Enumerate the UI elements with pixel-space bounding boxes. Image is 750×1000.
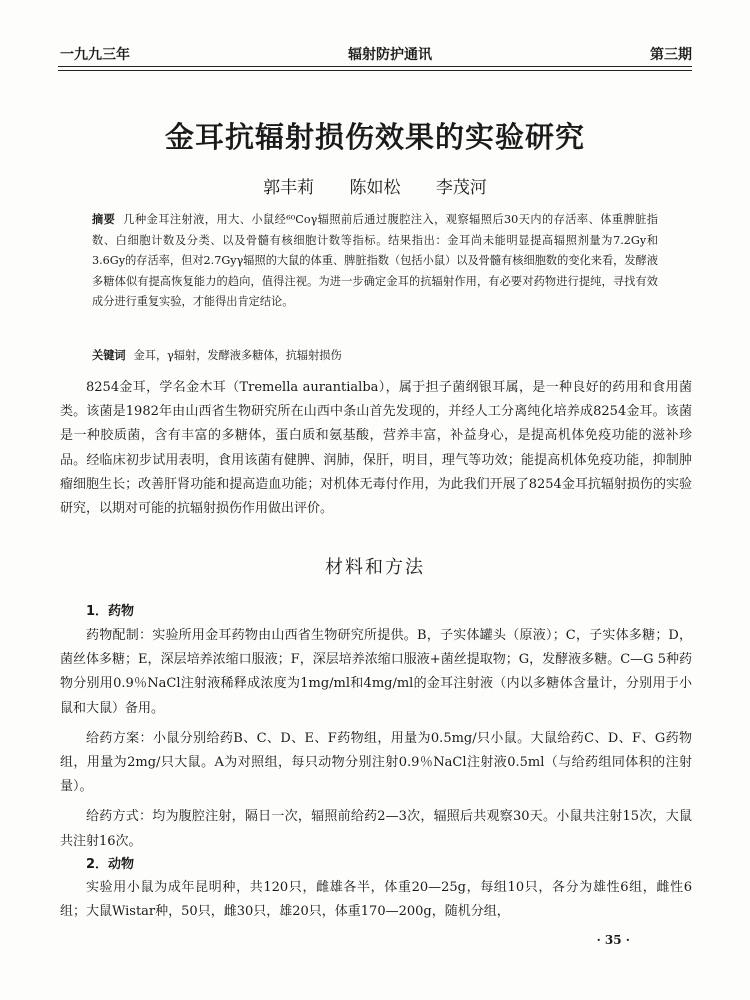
header-rule [58,66,692,67]
subsection-heading-drugs: 1．药物 [86,604,135,619]
intro-paragraph: 8254金耳，学名金木耳（Tremella aurantialba），属于担子菌纲银耳属，是一种良好的药用和食用菌类。该菌是1982年由山西省生物研究所在山西中条山首先发现的，并经人工分离纯化培养成8254金耳。该菌是一种胶质菌，含有丰富的多糖体，蛋白质和氨基酸，营养丰富，补益身心，是提高机体免疫功能的滋补珍品。经临床初步试用表明，食用该菌有健脾、润肺，保肝，明目，理气等功效；能提高机体免疫功能，抑制肿瘤细胞生长；改善肝肾功能和提高造血功能；对机体无毒付作用，为此我们开展了8254金耳抗辐射损伤的实验研究，以期对可能的抗辐射损伤作用做出评价。 [60,380,692,517]
animals-paragraph: 实验用小鼠为成年昆明种，共120只，雌雄各半，体重20—25g，每组10只，各分为雄性6组，雌性6组；大鼠Wistar种，50只，雌30只，雄20只，体重170—200g，随机分组， [60,880,692,920]
keywords-text: 金耳，γ辐射，发酵液多糖体，抗辐射损伤 [133,349,342,362]
header-rule-thin [58,70,692,71]
dosing-plan-paragraph: 给药方案：小鼠分别给药B、C、D、E、F药物组，用量为0.5mg/只小鼠。大鼠给药C、D、F、G药物组，用量为2mg/只大鼠。A为对照组，每只动物分别注射0.9％NaCl注射液0.5ml（与给药组同体积的注射量）。 [60,730,692,795]
abstract [92,210,658,313]
author: 陈如松 [349,178,401,198]
methods-animals [60,876,692,924]
running-header [60,44,692,64]
header-year: 一九九三年 [60,47,130,63]
author-list [0,173,750,198]
abstract-text: 几种金耳注射液，用大、小鼠经⁶⁰Coγ辐照前后通过腹腔注入，观察辐照后30天内的存活率、体重脾脏指数、白细胞计数及分类、以及骨髓有核细胞计数等指标。结果指出：金耳尚未能明显提高辐照剂量为7.2Gy和3.6Gy的存活率，但对2.7Gyγ辐照的大鼠的体重、脾脏指数（包括小鼠）以及骨髓有核细胞数的变化来看，发酵液多糖体似有提高恢复能力的趋向，值得注视。为进一步确定金耳的抗辐射作用，有必要对药物进行提纯，寻找有效成分进行重复实验，才能得出肯定结论。 [92,213,658,308]
header-journal: 辐射防护通讯 [348,47,432,63]
article-title: 金耳抗辐射损伤效果的实验研究 [164,120,585,154]
methods-drugs [60,624,692,854]
author: 郭丰莉 [263,178,315,198]
drug-preparation-paragraph: 药物配制：实验所用金耳药物由山西省生物研究所提供。B，子实体罐头（原液）；C，子实体多糖；D，菌丝体多糖；E，深层培养浓缩口服液；F，深层培养浓缩口服液+菌丝提取物；G，发酵液多糖。C—G 5种药物分别用0.9％NaCl注射液稀释成浓度为1mg/ml和4mg/ml的金耳注射液（内以多糖体含量计，分别用于小鼠和大鼠）备用。 [60,628,692,716]
header-issue: 第三期 [650,47,692,63]
introduction [60,376,692,521]
abstract-label: 摘要 [92,213,116,226]
page-number: · 35 · [596,933,630,947]
section-heading: 材料和方法 [325,557,425,578]
subsection-heading-animals: 2．动物 [86,857,135,872]
author: 李茂河 [435,178,487,198]
keywords [92,347,658,365]
dosing-route-paragraph: 给药方式：均为腹腔注射，隔日一次，辐照前给药2—3次，辐照后共观察30天。小鼠共注射15次，大鼠共注射16次。 [60,809,692,849]
keywords-label: 关键词 [92,349,126,362]
